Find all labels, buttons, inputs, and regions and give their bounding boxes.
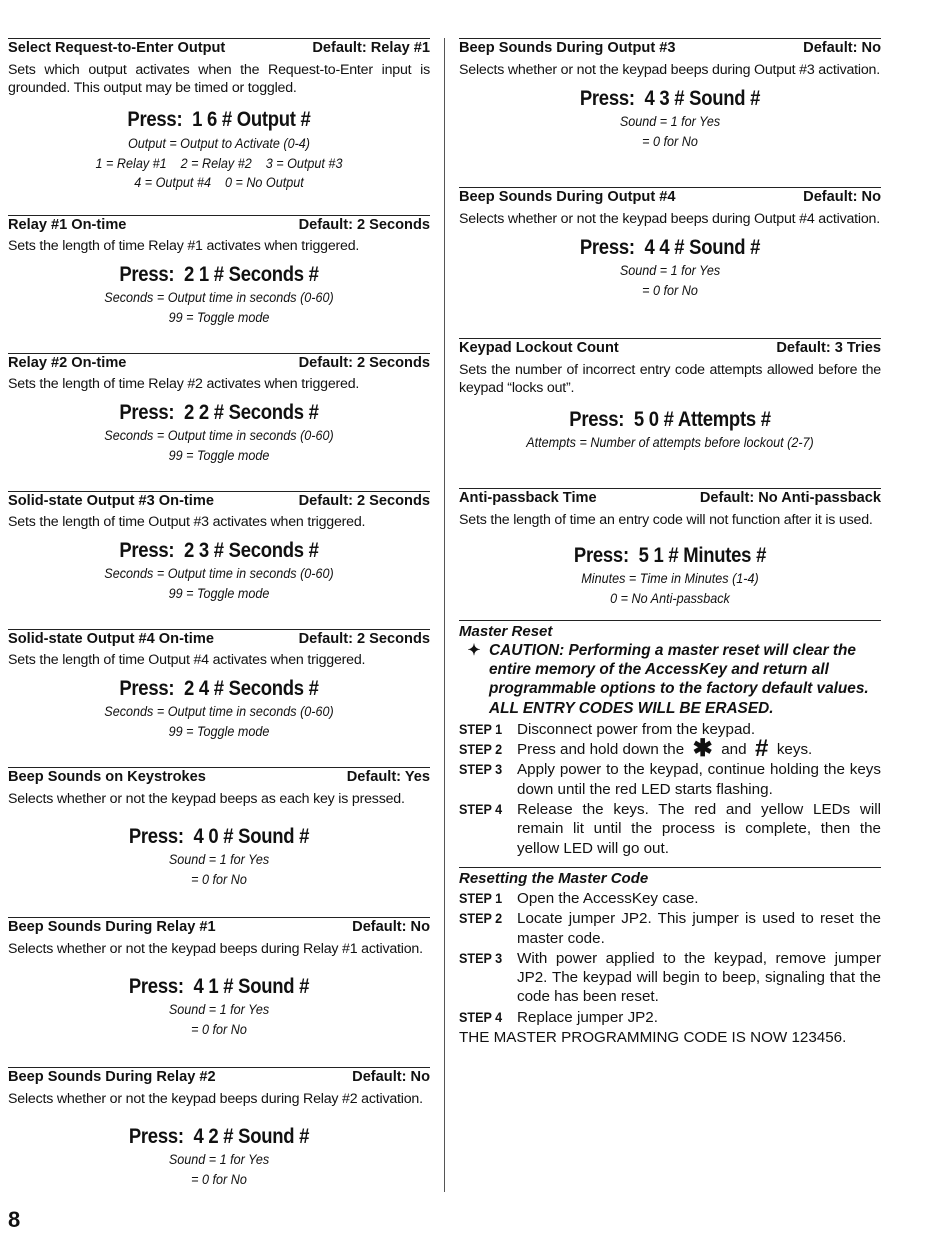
step-text: Disconnect power from the keypad. [517, 720, 756, 738]
note-line: = 0 for No [642, 132, 698, 149]
note-line: = 0 for No [642, 281, 698, 298]
press-command: Press: 4 0 # Sound # [128, 825, 310, 848]
step-label: STEP 4 [459, 801, 503, 817]
step-text: Replace jumper JP2. [517, 1008, 658, 1026]
section-description: Sets the number of incorrect entry code attempts allowed before the keypad “locks out”. [459, 362, 881, 396]
section-relay1-ontime [8, 215, 430, 353]
section-description: Selects whether or not the keypad beeps during Relay #1 activation. [8, 941, 423, 957]
section-request-to-enter [8, 38, 430, 215]
section-description: Selects whether or not the keypad beeps during Output #4 activation. [459, 211, 880, 227]
note-line: Sound = 1 for Yes [168, 1001, 270, 1017]
section-default: Default: 2 Seconds [298, 493, 430, 509]
note-line: Attempts = Number of attempts before lockout (2-7) [526, 434, 814, 450]
section-beep-keystrokes [8, 767, 430, 917]
left-column [8, 38, 430, 1198]
note-line: Sound = 1 for Yes [168, 1151, 270, 1167]
step-text: keys. [776, 741, 813, 759]
note-line: Output = Output to Activate (0-4) [128, 135, 310, 151]
pound-key-icon: # [755, 735, 769, 763]
section-description: Selects whether or not the keypad beeps as each key is pressed. [8, 791, 405, 807]
note-line: 0 = No Anti-passback [610, 589, 730, 606]
section-beep-output3 [459, 38, 881, 187]
note-line: Seconds = Output time in seconds (0-60) [104, 565, 334, 581]
section-anti-passback [459, 488, 881, 620]
section-master-reset [459, 620, 881, 867]
section-description: Sets the length of time Relay #2 activates when triggered. [8, 376, 360, 392]
section-lockout-count [459, 338, 881, 488]
note-line: Seconds = Output time in seconds (0-60) [104, 427, 334, 443]
step-label: STEP 3 [459, 949, 503, 966]
section-default: Default: No Anti-passback [699, 490, 881, 506]
section-resetting-master-code [459, 867, 881, 1047]
section-beep-relay2 [8, 1067, 430, 1198]
step-text: Release the keys. The red and yellow LEDs will remain lit until the process is complete, then the yellow LED will go out. [517, 801, 881, 857]
note-line: 4 = Output #4 0 = No Output [134, 174, 304, 190]
section-title: Relay #1 On-time [8, 217, 127, 233]
press-command: Press: 2 2 # Seconds # [119, 401, 319, 424]
note-line: Seconds = Output time in seconds (0-60) [104, 703, 334, 719]
section-default: Default: 2 Seconds [298, 355, 430, 371]
section-title: Beep Sounds on Keystrokes [8, 769, 206, 785]
note-line: 99 = Toggle mode [168, 584, 270, 601]
section-description: Selects whether or not the keypad beeps during Relay #2 activation. [8, 1091, 423, 1107]
section-default: Default: Yes [346, 769, 430, 785]
note-line: Sound = 1 for Yes [619, 113, 721, 129]
step-label: STEP 1 [459, 890, 503, 906]
asterisk-key-icon: ✱ [692, 735, 713, 763]
note-line: Seconds = Output time in seconds (0-60) [104, 289, 334, 305]
section-title: Relay #2 On-time [8, 355, 127, 371]
right-column [459, 38, 881, 1047]
press-command: Press: 5 0 # Attempts # [569, 408, 771, 431]
step-text: and [721, 741, 747, 759]
section-title: Beep Sounds During Output #3 [459, 40, 676, 56]
master-reset-step [459, 800, 881, 858]
section-description: Sets which output activates when the Request-to-Enter input is grounded. This output may be timed or toggled. [8, 62, 430, 96]
step-text: With power applied to the keypad, remove jumper JP2. The keypad will begin to beep, signaling that the code has been reset. [517, 949, 881, 1006]
note-line: Sound = 1 for Yes [168, 851, 270, 867]
resetting-master-code-title: Resetting the Master Code [459, 870, 649, 887]
reset-code-step [459, 1008, 881, 1027]
caution-text: CAUTION: Performing a master reset will clear the entire memory of the AccessKey and return all programmable options to the factory default values. ALL ENTRY CODES WILL BE ERASED. [489, 642, 869, 717]
section-output3-ontime [8, 491, 430, 629]
step-label: STEP 1 [459, 720, 503, 737]
section-beep-relay1 [8, 917, 430, 1067]
page-number: 8 [8, 1207, 21, 1232]
caution-bullet-icon: ✦ [467, 642, 481, 659]
reset-code-step [459, 909, 881, 948]
note-line: Sound = 1 for Yes [619, 262, 721, 278]
caution-block [459, 641, 881, 718]
section-default: Default: Relay #1 [312, 40, 430, 56]
section-description: Sets the length of time Relay #1 activates when triggered. [8, 238, 360, 254]
section-title: Anti-passback Time [459, 490, 597, 506]
section-default: Default: 3 Tries [776, 340, 881, 356]
column-divider [444, 38, 445, 1192]
press-command: Press: 2 4 # Seconds # [119, 677, 319, 700]
note-line: = 0 for No [191, 1020, 247, 1037]
section-description: Sets the length of time Output #3 activates when triggered. [8, 514, 366, 530]
press-command: Press: 4 1 # Sound # [128, 975, 310, 998]
section-beep-output4 [459, 187, 881, 338]
section-title: Select Request-to-Enter Output [8, 40, 226, 56]
step-text: Locate jumper JP2. This jumper is used to reset the master code. [517, 910, 881, 947]
press-command: Press: 4 3 # Sound # [579, 87, 761, 110]
master-reset-step [459, 735, 881, 763]
note-line: = 0 for No [191, 870, 247, 887]
step-text: Apply power to the keypad, continue holding the keys down until the red LED starts flashing. [517, 761, 881, 798]
press-command: Press: 1 6 # Output # [127, 108, 311, 131]
section-default: Default: 2 Seconds [298, 217, 430, 233]
section-title: Beep Sounds During Relay #2 [8, 1069, 216, 1085]
section-default: Default: No [352, 1069, 430, 1085]
step-text: Open the AccessKey case. [517, 890, 699, 907]
master-reset-step [459, 720, 881, 739]
step-label: STEP 3 [459, 761, 503, 778]
step-label: STEP 4 [459, 1008, 503, 1025]
reset-code-step [459, 949, 881, 1007]
step-text: Press and hold down the [517, 741, 685, 759]
section-description: Sets the length of time an entry code will not function after it is used. [459, 512, 873, 528]
section-default: Default: No [803, 189, 881, 205]
section-title: Solid-state Output #4 On-time [8, 631, 214, 647]
section-default: Default: No [803, 40, 881, 56]
section-title: Beep Sounds During Output #4 [459, 189, 676, 205]
section-output4-ontime [8, 629, 430, 767]
note-line: 99 = Toggle mode [168, 446, 270, 463]
note-line: 99 = Toggle mode [168, 308, 270, 325]
note-line: 1 = Relay #1 2 = Relay #2 3 = Output #3 [95, 154, 343, 171]
press-command: Press: 5 1 # Minutes # [573, 544, 767, 567]
section-description: Selects whether or not the keypad beeps during Output #3 activation. [459, 62, 880, 78]
section-default: Default: No [352, 919, 430, 935]
press-command: Press: 4 4 # Sound # [579, 236, 761, 259]
note-line: = 0 for No [191, 1170, 247, 1187]
note-line: 99 = Toggle mode [168, 722, 270, 739]
section-title: Solid-state Output #3 On-time [8, 493, 214, 509]
step-label: STEP 2 [459, 910, 503, 927]
section-description: Sets the length of time Output #4 activates when triggered. [8, 652, 366, 668]
master-reset-step [459, 760, 881, 799]
section-title: Beep Sounds During Relay #1 [8, 919, 216, 935]
step-label: STEP 2 [459, 741, 503, 758]
section-default: Default: 2 Seconds [298, 631, 430, 647]
section-relay2-ontime [8, 353, 430, 491]
press-command: Press: 4 2 # Sound # [128, 1125, 310, 1148]
press-command: Press: 2 1 # Seconds # [119, 263, 319, 286]
section-title: Keypad Lockout Count [459, 340, 619, 356]
final-master-code-note: THE MASTER PROGRAMMING CODE IS NOW 123456. [459, 1029, 847, 1047]
note-line: Minutes = Time in Minutes (1-4) [581, 570, 759, 586]
press-command: Press: 2 3 # Seconds # [119, 539, 319, 562]
reset-code-step [459, 889, 881, 908]
master-reset-title: Master Reset [459, 623, 553, 640]
